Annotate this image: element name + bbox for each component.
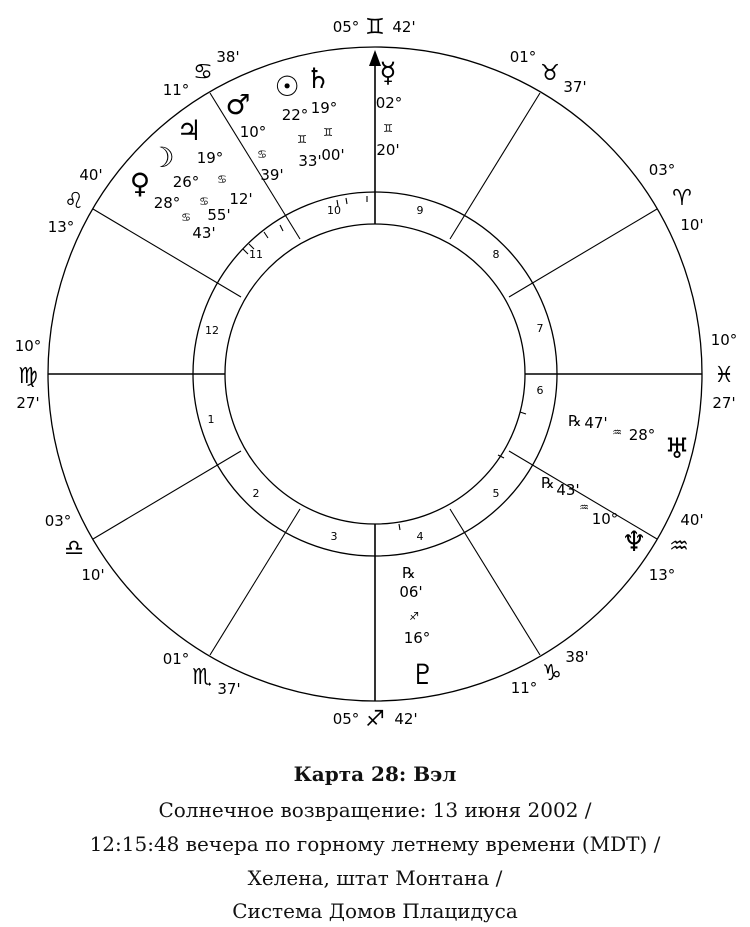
cusp-left <box>15 337 42 412</box>
cusp-top-right-degree: 01° <box>509 48 537 66</box>
cusp-left-lower-degree: 03° <box>44 512 72 530</box>
cancer-icon: ♋ <box>181 211 191 224</box>
cusp-bottom-left-degree: 01° <box>162 650 190 668</box>
cusp-top-right-minute: 37' <box>563 78 587 96</box>
cusp-top-left-minute: 38' <box>216 48 240 66</box>
pluto-icon: ♇ <box>410 658 436 691</box>
sun-degree: 22° <box>281 106 309 124</box>
leo-icon: ♌ <box>64 189 84 214</box>
cusp-bottom-degree: 05° <box>332 710 360 728</box>
tick-pluto <box>399 524 400 530</box>
planet-ticks <box>243 196 526 530</box>
moon-degree: 26° <box>172 173 200 191</box>
virgo-icon: ♍ <box>18 364 38 389</box>
planet-pluto <box>399 564 435 691</box>
pluto-minute: 06' <box>399 583 423 601</box>
mercury-degree: 02° <box>375 94 403 112</box>
aquarius-icon: ♒ <box>579 501 589 514</box>
house-number-9: 9 <box>416 204 424 217</box>
tick-jupiter <box>264 232 268 238</box>
cusp-top-right <box>510 48 587 96</box>
cusp-bottom-left <box>163 650 241 698</box>
uranus-minute: 47' <box>584 414 608 432</box>
pisces-icon: ♓ <box>714 363 734 388</box>
inner-ring <box>225 224 525 524</box>
cusp-right-lower-minute: 40' <box>680 511 704 529</box>
neptune-minute: 43' <box>556 481 580 499</box>
cusp-line-7 <box>509 209 657 297</box>
caption-line-place: Хелена, штат Монтана / <box>247 866 503 890</box>
tick-mars <box>280 225 283 231</box>
cusp-left-minute: 27' <box>16 394 40 412</box>
house-number-7: 7 <box>536 322 544 335</box>
house-number-6: 6 <box>536 384 544 397</box>
gemini-icon: ♊ <box>365 15 385 40</box>
jupiter-minute: 12' <box>229 190 253 208</box>
aquarius-icon: ♒ <box>612 426 622 439</box>
venus-minute: 43' <box>192 224 216 242</box>
aquarius-icon: ♒ <box>669 534 689 559</box>
house-number-5: 5 <box>492 487 500 500</box>
gemini-icon: ♊ <box>383 122 393 135</box>
cusp-left-upper <box>48 166 103 236</box>
house-number-2: 2 <box>252 487 260 500</box>
saturn-degree: 19° <box>310 99 338 117</box>
cusp-line-8 <box>450 93 540 239</box>
mercury-minute: 20' <box>376 141 400 159</box>
aries-icon: ♈ <box>672 186 692 211</box>
mars-icon: ♂ <box>225 88 251 121</box>
house-numbers <box>205 204 544 543</box>
cusp-bottom-right-minute: 38' <box>565 648 589 666</box>
sagittarius-icon: ♐ <box>365 707 385 732</box>
saturn-minute: 00' <box>321 146 345 164</box>
libra-icon: ♎ <box>64 536 84 561</box>
cancer-icon: ♋ <box>199 195 209 208</box>
uranus-degree: 28° <box>628 426 656 444</box>
cusp-bottom-right <box>511 648 589 697</box>
house-number-12: 12 <box>205 324 219 337</box>
cusp-bottom-right-degree: 11° <box>510 679 538 697</box>
gemini-icon: ♊ <box>323 126 333 139</box>
house-ring <box>193 192 557 556</box>
cusp-left-lower-minute: 10' <box>81 566 105 584</box>
house-number-8: 8 <box>492 248 500 261</box>
cusp-bottom-minute: 42' <box>394 710 418 728</box>
cusp-top-minute: 42' <box>392 18 416 36</box>
mars-degree: 10° <box>239 123 267 141</box>
cusp-top-degree: 05° <box>332 18 360 36</box>
house-number-3: 3 <box>330 530 338 543</box>
mercury-icon: ☿ <box>379 56 397 89</box>
taurus-icon: ♉ <box>540 61 560 86</box>
cusp-line-3 <box>210 509 300 655</box>
cusp-right-degree: 10° <box>710 331 738 349</box>
cusp-right <box>711 331 738 412</box>
caption-line-time: 12:15:48 вечера по горному летнему времени (MDT) / <box>89 832 661 856</box>
cusp-right-upper-degree: 03° <box>648 161 676 179</box>
cusp-top-left-degree: 11° <box>162 81 190 99</box>
tick-venus <box>243 249 248 254</box>
pluto-degree: 16° <box>403 629 431 647</box>
jupiter-icon: ♃ <box>176 114 202 147</box>
cusp-bottom-left-minute: 37' <box>217 680 241 698</box>
sagittarius-icon: ♐ <box>409 610 419 623</box>
chart-title: Карта 28: Вэл <box>293 762 457 786</box>
caption-line-date: Солнечное возвращение: 13 июня 2002 / <box>158 798 592 822</box>
cusp-left-upper-degree: 13° <box>47 218 75 236</box>
retrograde-icon: ℞ <box>568 412 582 430</box>
neptune-icon: ♆ <box>621 525 647 558</box>
house-number-11: 11 <box>249 248 263 261</box>
cancer-icon: ♋ <box>257 148 267 161</box>
cusp-right-upper <box>649 161 704 234</box>
planet-saturn <box>305 62 344 164</box>
cancer-icon: ♋ <box>193 60 213 85</box>
cusp-lines <box>48 64 702 701</box>
cusp-line-2 <box>93 451 241 539</box>
jupiter-degree: 19° <box>196 149 224 167</box>
scorpio-icon: ♏ <box>192 665 212 690</box>
planet-mercury <box>376 56 403 159</box>
cusp-right-lower <box>649 511 704 584</box>
cusp-left-degree: 10° <box>14 337 42 355</box>
cusp-top <box>333 15 416 40</box>
venus-degree: 28° <box>153 194 181 212</box>
cusp-left-upper-minute: 40' <box>79 166 103 184</box>
retrograde-icon: ℞ <box>402 564 416 582</box>
saturn-icon: ♄ <box>305 62 331 95</box>
cusp-right-upper-minute: 10' <box>680 216 704 234</box>
cusp-left-lower <box>45 512 105 584</box>
cusp-bottom <box>333 707 418 732</box>
cusp-line-5 <box>450 509 540 655</box>
planet-uranus <box>568 412 689 465</box>
house-number-4: 4 <box>416 530 424 543</box>
tick-uranus <box>520 412 526 414</box>
cusp-right-lower-degree: 13° <box>648 566 676 584</box>
capricorn-icon: ♑ <box>542 661 562 686</box>
house-number-10: 10 <box>327 204 341 217</box>
sun-icon: ☉ <box>274 70 300 103</box>
neptune-degree: 10° <box>591 510 619 528</box>
planet-neptune <box>541 474 646 558</box>
tick-saturn <box>346 198 347 204</box>
venus-icon: ♀ <box>129 167 151 200</box>
house-number-1: 1 <box>207 413 215 426</box>
cusp-right-minute: 27' <box>712 394 736 412</box>
gemini-icon: ♊ <box>297 133 307 146</box>
cancer-icon: ♋ <box>217 173 227 186</box>
mars-minute: 39' <box>260 166 284 184</box>
moon-minute: 55' <box>207 206 231 224</box>
uranus-icon: ♅ <box>664 432 690 465</box>
retrograde-icon: ℞ <box>541 474 555 492</box>
moon-icon: ☽ <box>149 141 175 174</box>
caption-line-system: Система Домов Плацидуса <box>232 899 518 923</box>
sun-minute: 33' <box>298 152 322 170</box>
